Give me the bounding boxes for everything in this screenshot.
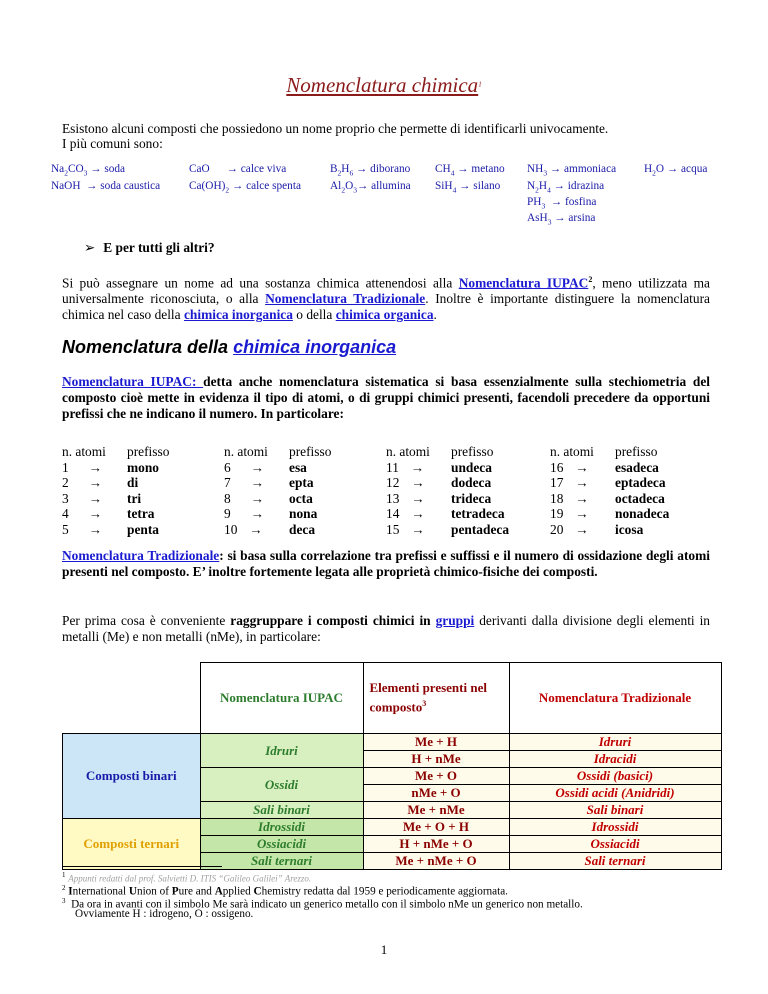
label-composti-ternari: Composti ternari bbox=[63, 819, 201, 870]
atom-count: 3 → bbox=[62, 490, 103, 506]
prefix-name: esa bbox=[289, 459, 307, 475]
link-nomenclatura-tradizionale[interactable]: Nomenclatura Tradizionale bbox=[265, 291, 426, 307]
intro-line-1: Esistono alcuni composti che possiedono un nome proprio che permette di identificarli univocamente. bbox=[62, 121, 609, 136]
header-n-atomi: n. atomi bbox=[550, 444, 594, 459]
page-title bbox=[0, 73, 768, 98]
table-corner bbox=[63, 663, 201, 734]
atom-count: 16 → bbox=[550, 459, 589, 475]
prefix-name: undeca bbox=[451, 459, 492, 475]
footnote-1: $^1$ Appunti redatti dal prof. Salvietti D. ITIS “Galileo Galilei” Arezzo. bbox=[62, 871, 312, 884]
prefix-column-4 bbox=[550, 444, 695, 538]
compound-calce-spenta: $Ca(OH)_2$ → calce spenta bbox=[189, 180, 301, 195]
prefix-row bbox=[550, 522, 695, 538]
prefix-name: eptadeca bbox=[615, 475, 666, 491]
elem-nme-o: nMe + O bbox=[363, 785, 509, 802]
link-nomenclatura-tradizionale-def[interactable]: Nomenclatura Tradizionale bbox=[62, 548, 220, 563]
trad-ossiacidi: Ossiacidi bbox=[509, 836, 721, 853]
iupac-idrossidi: Idrossidi bbox=[200, 819, 363, 836]
prefix-row bbox=[550, 491, 695, 507]
arrow-bullet-icon: ➢ bbox=[84, 240, 96, 255]
compound-soda-caustica: NaOH → soda caustica bbox=[51, 180, 161, 192]
atom-count: 5 → bbox=[62, 521, 103, 537]
prefix-name: epta bbox=[289, 475, 314, 491]
header-n-atomi: n. atomi bbox=[224, 444, 268, 459]
trad-idracidi: Idracidi bbox=[509, 751, 721, 768]
prefix-header-row bbox=[62, 444, 207, 460]
prefix-row bbox=[224, 506, 369, 522]
bullet-question bbox=[84, 240, 215, 256]
header-prefisso: prefisso bbox=[289, 444, 332, 459]
prefix-name: tetra bbox=[127, 506, 155, 522]
intro-line-2: I più comuni sono: bbox=[62, 136, 163, 151]
header-iupac: Nomenclatura IUPAC bbox=[200, 663, 363, 734]
prefix-row bbox=[386, 506, 531, 522]
prefix-name: pentadeca bbox=[451, 521, 510, 537]
prefix-name: dodeca bbox=[451, 475, 492, 491]
prefix-name: tri bbox=[127, 490, 142, 506]
compound-allumina: $Al_2O_3\to$ allumina bbox=[330, 180, 411, 195]
link-gruppi[interactable]: gruppi bbox=[435, 613, 475, 628]
atom-count: 7 → bbox=[224, 475, 265, 491]
trad-idrossidi: Idrossidi bbox=[509, 819, 721, 836]
prefix-row bbox=[550, 506, 695, 522]
header-tradizionale: Nomenclatura Tradizionale bbox=[509, 663, 721, 734]
link-nomenclatura-iupac-def[interactable]: Nomenclatura IUPAC: bbox=[62, 374, 204, 389]
nomenclature-table bbox=[62, 662, 722, 870]
prefix-column-2 bbox=[224, 444, 369, 538]
footnote-3-continued: Ovviamente H : idrogeno, O : ossigeno. bbox=[75, 908, 254, 920]
prefix-row bbox=[224, 460, 369, 476]
atom-count: 9 → bbox=[224, 506, 265, 522]
trad-sali-ternari: Sali ternari bbox=[509, 853, 721, 870]
compound-acqua: $H_2O$ → acqua bbox=[644, 163, 708, 178]
elem-h-nme-o: H + nMe + O bbox=[363, 836, 509, 853]
compound-fosfina: $PH_3$ → fosfina bbox=[527, 196, 597, 211]
prefix-row bbox=[550, 460, 695, 476]
prefix-name: nonadeca bbox=[615, 506, 670, 522]
prefix-name: tetradeca bbox=[451, 506, 505, 522]
prefix-name: octa bbox=[289, 490, 313, 506]
prefix-row bbox=[62, 475, 207, 491]
prefix-name: deca bbox=[289, 521, 316, 537]
title-link[interactable]: Nomenclatura chimica bbox=[286, 73, 479, 97]
link-nomenclatura-iupac[interactable]: Nomenclatura IUPAC bbox=[458, 275, 589, 291]
prefix-row bbox=[224, 522, 369, 538]
title-footnote-ref: 1 bbox=[478, 80, 482, 89]
prefix-name: octadeca bbox=[615, 490, 665, 506]
section-heading: Nomenclatura della chimica inorganica bbox=[62, 337, 397, 357]
atom-count: 19 → bbox=[550, 506, 589, 522]
prefix-row bbox=[62, 522, 207, 538]
atom-count: 15 → bbox=[386, 521, 425, 537]
prefix-name: nona bbox=[289, 506, 318, 522]
header-prefisso: prefisso bbox=[127, 444, 170, 459]
atom-count: 18 → bbox=[550, 490, 589, 506]
prefix-row bbox=[386, 460, 531, 476]
trad-idruri: Idruri bbox=[509, 734, 721, 751]
atom-count: 4 → bbox=[62, 506, 103, 522]
header-n-atomi: n. atomi bbox=[62, 444, 106, 459]
prefix-row bbox=[62, 491, 207, 507]
prefix-name: mono bbox=[127, 459, 159, 475]
label-composti-binari: Composti binari bbox=[63, 734, 201, 819]
prefix-row bbox=[386, 475, 531, 491]
trad-ossidi-basici: Ossidi (basici) bbox=[509, 768, 721, 785]
iupac-sali-binari: Sali binari bbox=[200, 802, 363, 819]
link-chimica-inorganica[interactable]: chimica inorganica bbox=[183, 307, 293, 323]
prefix-row bbox=[224, 491, 369, 507]
atom-count: 11 → bbox=[386, 459, 425, 475]
prefix-name: icosa bbox=[615, 521, 644, 537]
paragraph-iupac: Nomenclatura IUPAC: detta anche nomenclatura sistematica si basa essenzialmente sulla stechiometria del composto cioè mette in evidenza il tipo di atomi, o di gruppi chimici presenti, facendoli precedere da opportuni prefissi che ne indicano il numero. In particolare: bbox=[62, 374, 710, 421]
trad-sali-binari: Sali binari bbox=[509, 802, 721, 819]
compound-soda: $Na_2CO_3$ → soda bbox=[51, 163, 126, 178]
bullet-text: E per tutti gli altri? bbox=[103, 240, 215, 255]
header-n-atomi: n. atomi bbox=[386, 444, 430, 459]
iupac-ossidi: Ossidi bbox=[200, 768, 363, 802]
trad-ossidi-acidi: Ossidi acidi (Anidridi) bbox=[509, 785, 721, 802]
atom-count: 20 → bbox=[550, 521, 589, 537]
elem-me-o: Me + O bbox=[363, 768, 509, 785]
paragraph-tradizionale: Nomenclatura Tradizionale: si basa sulla correlazione tra prefissi e suffissi e il numero di ossidazione degli atomi presenti nel composto. E’ inoltre fortemente legata alle proprietà chimico-fisiche dei composti. bbox=[62, 548, 710, 579]
paragraph-nomenclature-intro: Si può assegnare un nome ad una sostanza chimica attenendosi alla Nomenclatura IUPAC$^2$, meno utilizzata ma universalmente riconosciuta, o alla Nomenclatura Tradizionale. Inoltre è importante distinguere la nomenclatura chimica nel caso della chimica inorganica o della chimica organica. bbox=[62, 275, 710, 323]
iupac-sali-ternari: Sali ternari bbox=[200, 853, 363, 870]
footnote-3: $^3$ Da ora in avanti con il simbolo Me sarà indicato un generico metallo con il simbolo nMe un generico non metallo. bbox=[62, 897, 583, 911]
page-number: 1 bbox=[380, 942, 388, 957]
heading-link-chimica-inorganica[interactable]: chimica inorganica bbox=[233, 337, 397, 357]
atom-count: 1 → bbox=[62, 459, 103, 475]
prefix-row bbox=[386, 522, 531, 538]
elem-me-h: Me + H bbox=[363, 734, 509, 751]
prefix-name: esadeca bbox=[615, 459, 659, 475]
prefix-row bbox=[550, 475, 695, 491]
prefix-name: di bbox=[127, 475, 139, 491]
compound-ammoniaca: $NH_3$ → ammoniaca bbox=[527, 163, 617, 178]
compound-idrazina: $N_2H_4$ → idrazina bbox=[527, 180, 605, 195]
elem-me-o-h: Me + O + H bbox=[363, 819, 509, 836]
prefix-name: penta bbox=[127, 521, 159, 537]
atom-count: 13 → bbox=[386, 490, 425, 506]
prefix-column-3 bbox=[386, 444, 531, 538]
elem-me-nme-o: Me + nMe + O bbox=[363, 853, 509, 870]
atom-count: 6 → bbox=[224, 459, 265, 475]
header-prefisso: prefisso bbox=[615, 444, 658, 459]
atom-count: 2 → bbox=[62, 475, 103, 491]
atom-count: 12 → bbox=[386, 475, 425, 491]
compound-calce-viva: CaO → calce viva bbox=[189, 163, 287, 175]
header-elementi: Elementi presenti nel composto$^3$ bbox=[363, 663, 509, 734]
atom-count: 10 → bbox=[224, 521, 263, 537]
prefix-column-1 bbox=[62, 444, 207, 538]
intro-text bbox=[62, 121, 608, 151]
header-prefisso: prefisso bbox=[451, 444, 494, 459]
prefix-row bbox=[62, 506, 207, 522]
prefix-header-row bbox=[224, 444, 369, 460]
footnote-ref-2: 2 bbox=[588, 275, 593, 284]
prefix-header-row bbox=[386, 444, 531, 460]
compound-arsina: AsH$_3$ → arsina bbox=[527, 212, 596, 227]
iupac-idruri: Idruri bbox=[200, 734, 363, 768]
prefix-header-row bbox=[550, 444, 695, 460]
paragraph-gruppi: Per prima cosa è conveniente raggruppare i composti chimici in gruppi derivanti dalla divisione degli elementi in metalli (Me) e non metalli (nMe), in particolare: bbox=[62, 613, 711, 644]
prefix-row bbox=[224, 475, 369, 491]
elem-h-nme: H + nMe bbox=[363, 751, 509, 768]
elem-me-nme: Me + nMe bbox=[363, 802, 509, 819]
footnote-2: $^2$ International Union of Pure and Applied Chemistry redatta dal 1959 e periodicamente aggiornata. bbox=[62, 884, 508, 898]
iupac-ossiacidi: Ossiacidi bbox=[200, 836, 363, 853]
prefix-row bbox=[62, 460, 207, 476]
atom-count: 8 → bbox=[224, 490, 265, 506]
prefix-name: trideca bbox=[451, 490, 492, 506]
compound-silano: SiH$_4$ → silano bbox=[435, 180, 501, 195]
footnote-separator bbox=[62, 866, 222, 867]
compound-diborano: $B_2H_6$ → diborano bbox=[330, 163, 411, 178]
prefix-row bbox=[386, 491, 531, 507]
atom-count: 17 → bbox=[550, 475, 589, 491]
atom-count: 14 → bbox=[386, 506, 425, 522]
compound-metano: $CH_4 \to metano$ bbox=[435, 163, 505, 178]
link-chimica-organica[interactable]: chimica organica bbox=[335, 307, 434, 323]
